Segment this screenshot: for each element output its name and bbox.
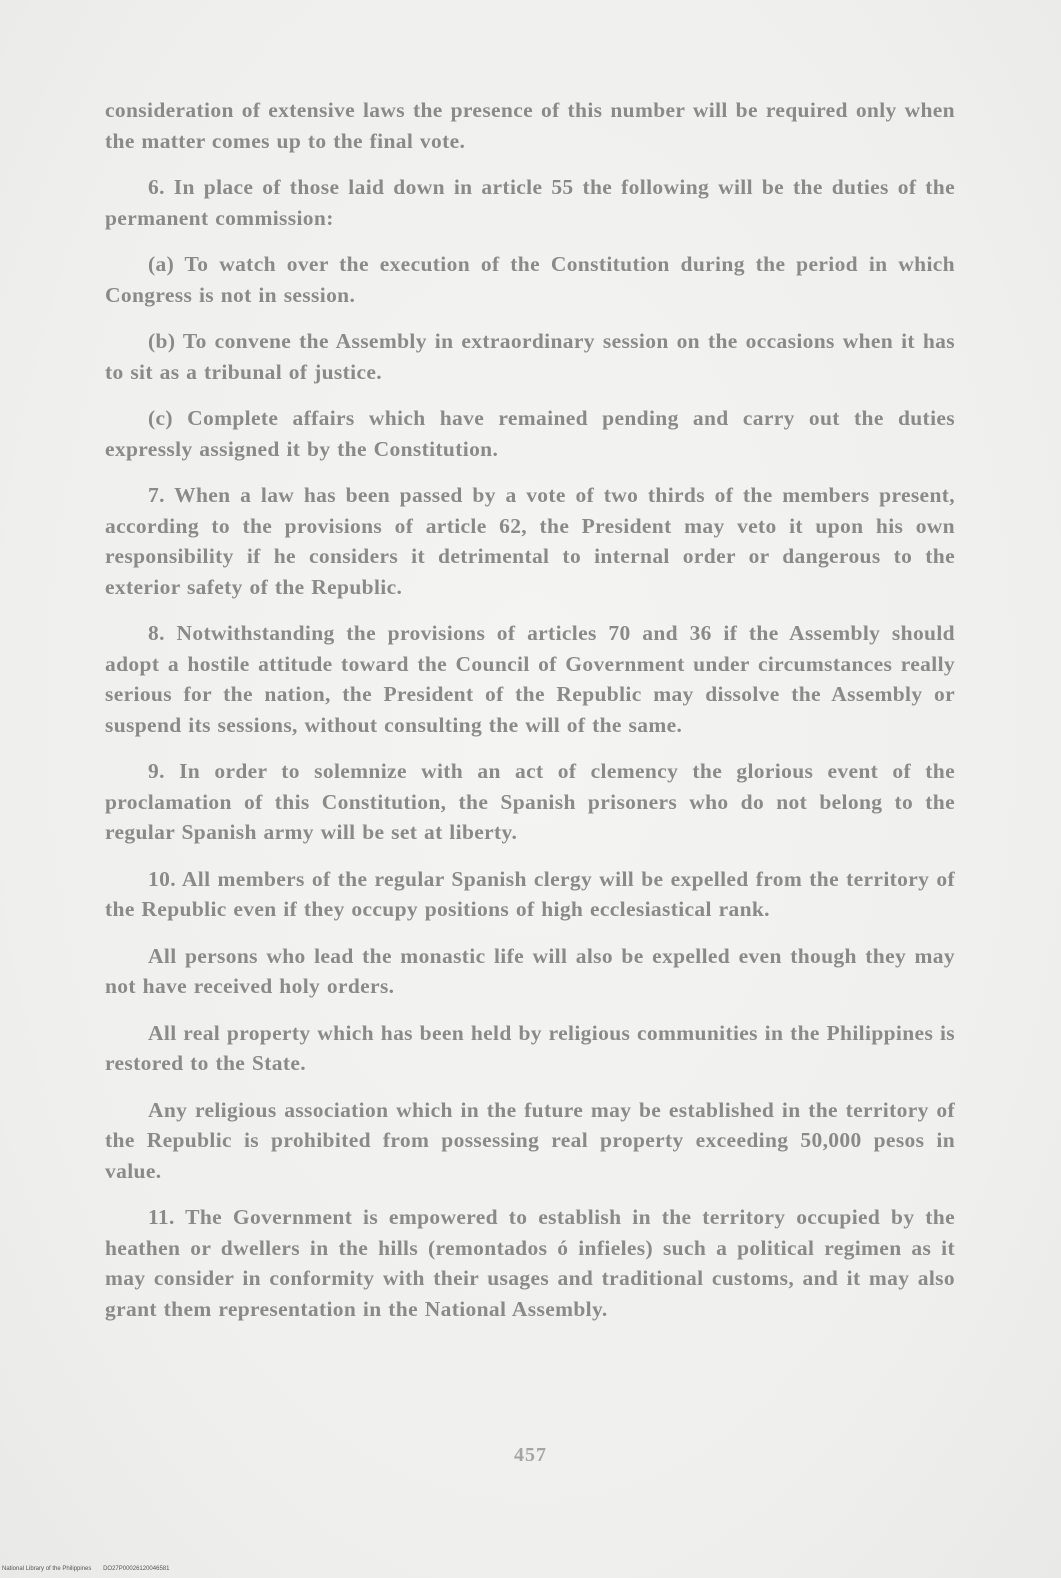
paragraph: consideration of extensive laws the presence of this number will be required only when the matter comes up to the final vote.: [105, 98, 955, 153]
paragraph: 11. The Government is empowered to establish in the territory occupied by the heathen or dwellers in the hills (remontados ó infieles) such a political regimen as it may consider in conformity with their usages and traditional customs, and it may also grant them representation in the National Assembly.: [105, 1205, 955, 1321]
paragraph: 7. When a law has been passed by a vote of two thirds of the members present, according to the provisions of article 62, the President may veto it upon his own responsibility if he considers it detrimental to internal order or dangerous to the exterior safety of the Republic.: [105, 483, 955, 599]
paragraph: 6. In place of those laid down in article 55 the following will be the duties of the permanent commission:: [105, 175, 955, 230]
paragraph: (b) To convene the Assembly in extraordinary session on the occasions when it has to sit as a tribunal of justice.: [105, 329, 955, 384]
scan-footer: [2, 1566, 169, 1572]
paragraph: 10. All members of the regular Spanish clergy will be expelled from the territory of the Republic even if they occupy positions of high ecclesiastical rank.: [105, 866, 955, 921]
page-number: 457: [514, 1444, 547, 1466]
paragraph: (a) To watch over the execution of the Constitution during the period in which Congress is not in session.: [105, 252, 955, 307]
document-code: DO27P00026120046581: [103, 1566, 170, 1572]
paragraph: Any religious association which in the future may be established in the territory of the Republic is prohibited from possessing real property exceeding 50,000 pesos in value.: [105, 1097, 955, 1183]
paragraph: 9. In order to solemnize with an act of clemency the glorious event of the proclamation of this Constitution, the Spanish prisoners who do not belong to the regular Spanish army will be set at liberty.: [105, 759, 955, 844]
paragraph: 8. Notwithstanding the provisions of articles 70 and 36 if the Assembly should adopt a hostile attitude toward the Council of Government under circumstances really serious for the nation, the President of the Republic may dissolve the Assembly or suspend its sessions, without consulting the will of the same.: [105, 621, 955, 737]
paragraph: All persons who lead the monastic life will also be expelled even though they may not have received holy orders.: [105, 943, 955, 998]
library-credit: National Library of the Philippines: [2, 1566, 92, 1572]
paragraph: All real property which has been held by religious communities in the Philippines is restored to the State.: [105, 1020, 955, 1075]
body-text: [105, 95, 955, 1340]
paragraph: (c) Complete affairs which have remained pending and carry out the duties expressly assigned it by the Constitution.: [105, 406, 955, 461]
